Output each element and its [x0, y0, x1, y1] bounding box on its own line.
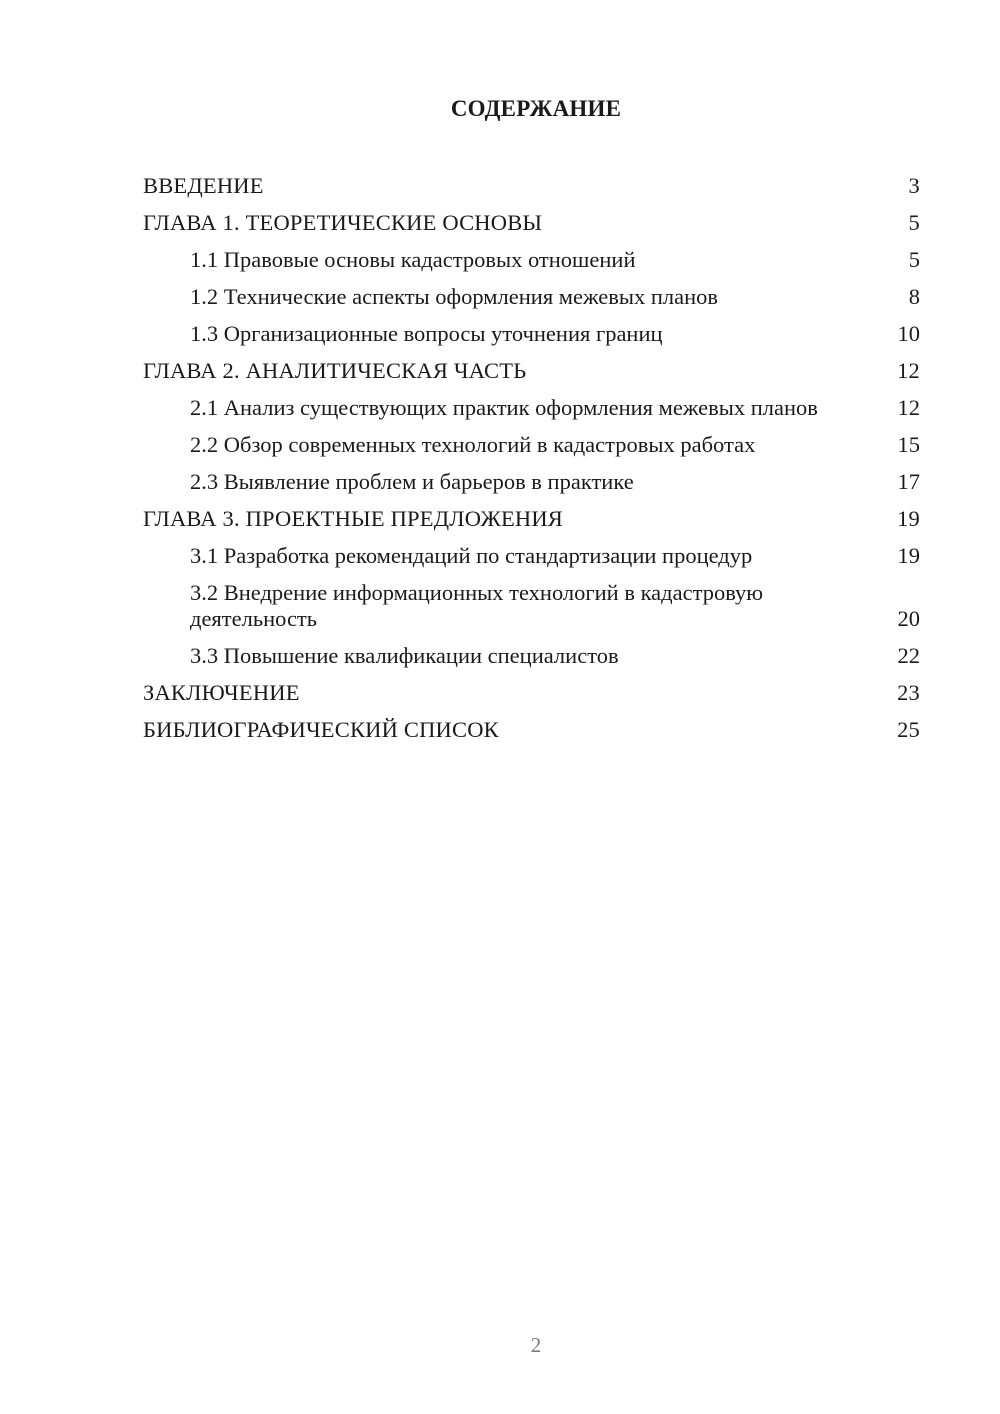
toc-entry-text: 3.3 Повышение квалификации специалистов: [190, 643, 619, 668]
toc-entry-section-2-3[interactable]: [143, 464, 920, 501]
toc-entry-section-3-2[interactable]: [143, 575, 920, 638]
page-number: 2: [530, 1333, 542, 1357]
toc-entry-page: 23: [897, 680, 920, 705]
toc-entry-text: 2.1 Анализ существующих практик оформления межевых планов: [190, 395, 818, 420]
toc-entry-section-2-2[interactable]: [143, 427, 920, 464]
toc-entry-page: 19: [897, 543, 920, 568]
toc-entry-section-1-3[interactable]: [143, 316, 920, 353]
toc-entry-chapter-1[interactable]: [143, 205, 920, 242]
toc-entry-section-3-3[interactable]: [143, 638, 920, 675]
toc-entry-chapter-3[interactable]: [143, 501, 920, 538]
toc-title: СОДЕРЖАНИЕ: [450, 96, 622, 121]
toc-entry-page: 17: [897, 469, 920, 494]
toc-entry-page: 20: [897, 606, 920, 631]
toc-entry-text: ГЛАВА 3. ПРОЕКТНЫЕ ПРЕДЛОЖЕНИЯ: [143, 506, 564, 531]
toc-entry-introduction[interactable]: [143, 168, 920, 205]
toc-entry-text: ВВЕДЕНИЕ: [143, 173, 264, 198]
toc-list: [143, 168, 920, 749]
toc-entry-page: 22: [897, 643, 920, 668]
toc-entry-chapter-2[interactable]: [143, 353, 920, 390]
toc-entry-page: 8: [908, 284, 920, 309]
toc-entry-text: БИБЛИОГРАФИЧЕСКИЙ СПИСОК: [143, 717, 499, 742]
toc-entry-page: 12: [897, 395, 920, 420]
toc-entry-text: ГЛАВА 1. ТЕОРЕТИЧЕСКИЕ ОСНОВЫ: [143, 210, 543, 235]
toc-entry-section-1-2[interactable]: [143, 279, 920, 316]
toc-entry-page: 19: [897, 506, 920, 531]
toc-entry-text: ЗАКЛЮЧЕНИЕ: [143, 680, 300, 705]
toc-entry-bibliography[interactable]: [143, 712, 920, 749]
toc-entry-text: 3.2 Внедрение информационных технологий в кадастровую деятельность: [190, 580, 764, 631]
toc-entry-conclusion[interactable]: [143, 675, 920, 712]
toc-entry-section-1-1[interactable]: [143, 242, 920, 279]
toc-entry-page: 3: [908, 173, 920, 198]
toc-entry-text: 1.3 Организационные вопросы уточнения границ: [190, 321, 663, 346]
toc-entry-text: 2.2 Обзор современных технологий в кадастровых работах: [190, 432, 756, 457]
toc-entry-section-3-1[interactable]: [143, 538, 920, 575]
toc-entry-page: 15: [897, 432, 920, 457]
toc-entry-text: ГЛАВА 2. АНАЛИТИЧЕСКАЯ ЧАСТЬ: [143, 358, 527, 383]
toc-entry-page: 25: [897, 717, 920, 742]
toc-entry-text: 1.1 Правовые основы кадастровых отношений: [190, 247, 636, 272]
toc-entry-page: 5: [908, 210, 920, 235]
toc-entry-text: 1.2 Технические аспекты оформления межевых планов: [190, 284, 719, 309]
toc-entry-page: 10: [897, 321, 920, 346]
toc-entry-page: 12: [897, 358, 920, 383]
toc-entry-section-2-1[interactable]: [143, 390, 920, 427]
toc-entry-text: 3.1 Разработка рекомендаций по стандартизации процедур: [190, 543, 753, 568]
toc-entry-text: 2.3 Выявление проблем и барьеров в практике: [190, 469, 634, 494]
toc-entry-page: 5: [908, 247, 920, 272]
